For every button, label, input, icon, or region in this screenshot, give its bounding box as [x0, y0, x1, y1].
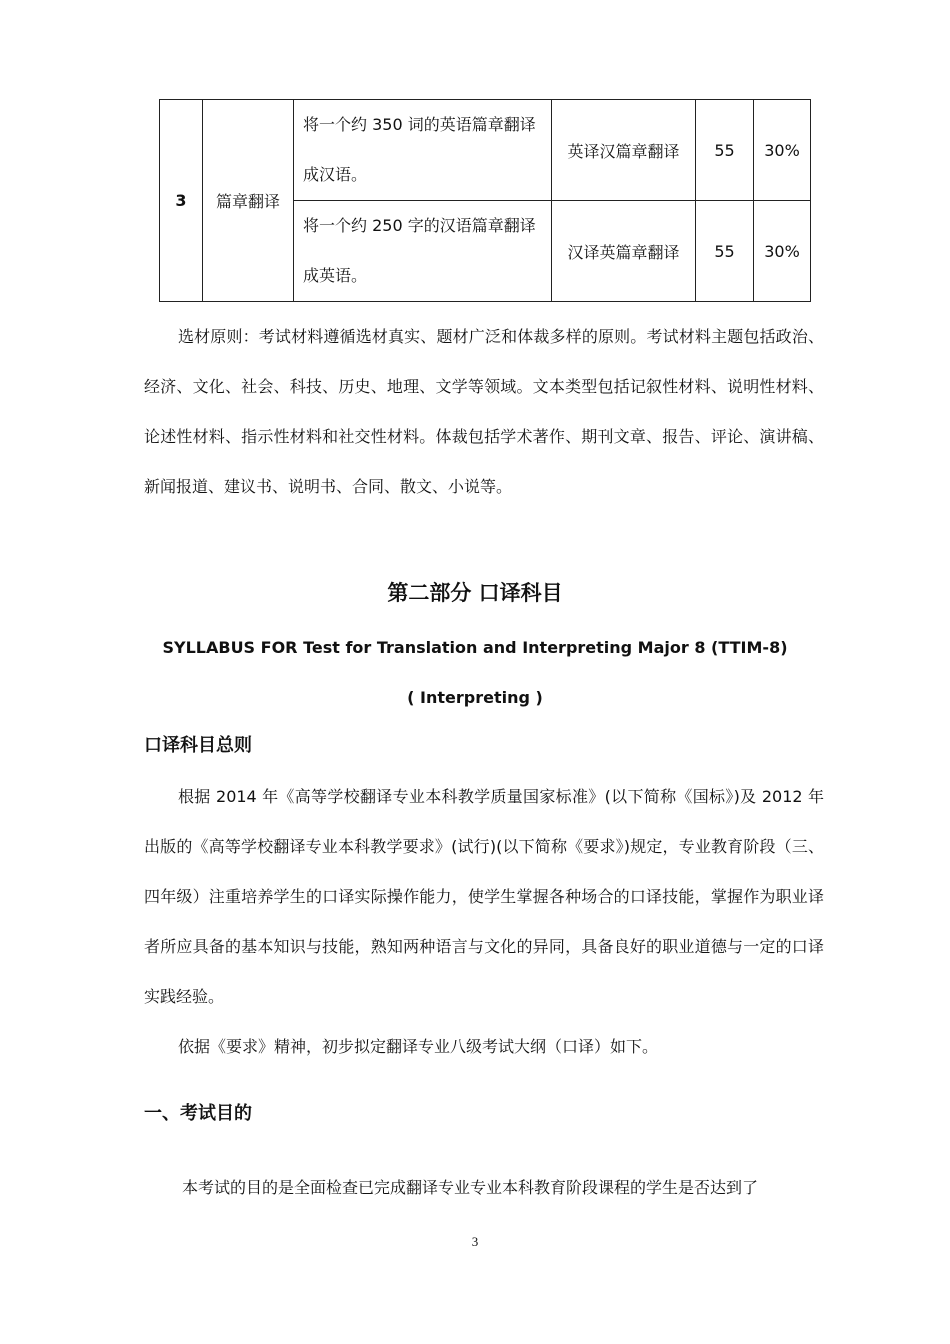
- task-description: 将一个约 350 词的英语篇章翻译成汉语。: [294, 100, 552, 201]
- task-name: 英译汉篇章翻译: [552, 100, 696, 201]
- exam-structure-table: [159, 99, 811, 302]
- general-principles-heading: 口译科目总则: [144, 735, 252, 756]
- page-number: 3: [471, 1234, 479, 1249]
- row-number: 3: [160, 100, 203, 302]
- question-type: 篇章翻译: [203, 100, 294, 302]
- exam-purpose-heading: 一、考试目的: [144, 1103, 252, 1124]
- item-count: 55: [696, 100, 754, 201]
- selection-principle-paragraph: 选材原则：考试材料遵循选材真实、题材广泛和体裁多样的原则。考试材料主题包括政治、经济、文化、社会、科技、历史、地理、文学等领域。文本类型包括记叙性材料、说明性材料、论述性材料、指示性材料和社交性材料。体裁包括学术著作、期刊文章、报告、评论、演讲稿、新闻报道、建议书、说明书、合同、散文、小说等。: [144, 327, 824, 496]
- table-row: [160, 100, 811, 201]
- part-title: 第二部分 口译科目: [387, 581, 563, 605]
- score-percent: 30%: [754, 100, 811, 201]
- score-percent: 30%: [754, 201, 811, 302]
- exam-purpose-paragraph: 本考试的目的是全面检查已完成翻译专业专业本科教育阶段课程的学生是否达到了: [182, 1178, 759, 1197]
- general-principles-paragraph: 根据 2014 年《高等学校翻译专业本科教学质量国家标准》(以下简称《国标》)及 2012 年出版的《高等学校翻译专业本科教学要求》(试行)(以下简称《要求》)规定，专业教育阶段（三、四年级）注重培养学生的口译实际操作能力，使学生掌握各种场合的口译技能，掌握作为职业译者所应具备的基本知识与技能，熟知两种语言与文化的异同，具备良好的职业道德与一定的口译实践经验。: [144, 787, 824, 1006]
- syllabus-intro-paragraph: 依据《要求》精神，初步拟定翻译专业八级考试大纲（口译）如下。: [178, 1037, 659, 1056]
- syllabus-title: SYLLABUS FOR Test for Translation and Interpreting Major 8 (TTIM-8): [162, 638, 788, 657]
- item-count: 55: [696, 201, 754, 302]
- syllabus-subtitle: ( Interpreting ): [407, 688, 543, 707]
- task-description: 将一个约 250 字的汉语篇章翻译成英语。: [294, 201, 552, 302]
- task-name: 汉译英篇章翻译: [552, 201, 696, 302]
